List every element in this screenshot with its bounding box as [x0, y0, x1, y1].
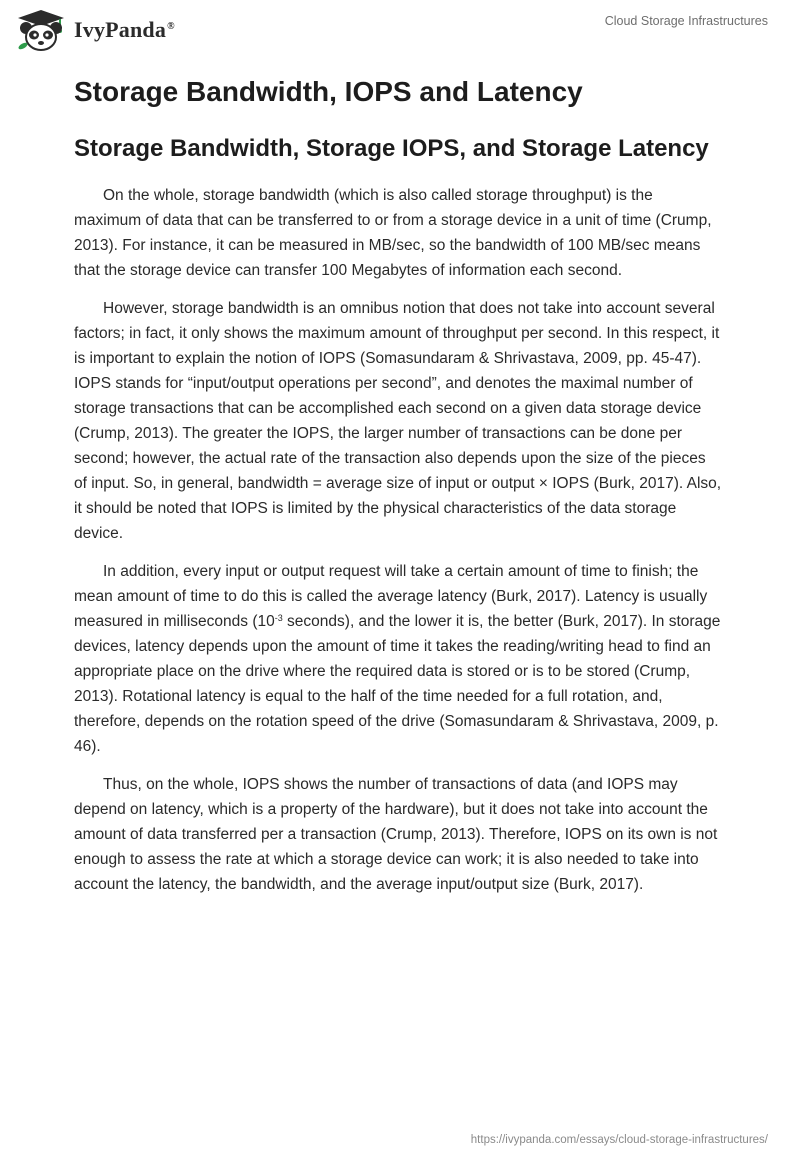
document-title: Cloud Storage Infrastructures [604, 14, 768, 28]
logo-text: IvyPanda® [74, 17, 175, 42]
paragraph-conclusion: Thus, on the whole, IOPS shows the number of transactions of data (and IOPS may depend on latency, which is a property of the hardware), but it does not take into account the amount of data transferred per a transaction (Crump, 2013). Therefore, IOPS on its own is not enough to assess the rate at which a storage device can work; it is also needed to take into account the latency, the bandwidth, and the average input/output size (Burk, 2017). [74, 776, 718, 893]
paragraph-bandwidth: On the whole, storage bandwidth (which is also called storage throughput) is the maximum of data that can be transferred to or from a storage device in a unit of time (Crump, 2013). For instance, it can be measured in MB/sec, so the bandwidth of 100 MB/sec means that the storage device can transfer 100 Megabytes of information each second. [74, 187, 712, 279]
paragraph-iops: However, storage bandwidth is an omnibus notion that does not take into account several factors; in fact, it only shows the maximum amount of throughput per second. In this respect, it is important to explain the notion of IOPS (Somasundaram & Shrivastava, 2009, pp. 45-47). IOPS stands for “input/output operations per second”, and denotes the maximal number of storage transactions that can be accomplished each second on a given data storage device (Crump, 2013). The greater the IOPS, the larger number of transactions can be done per second; however, the actual rate of the transaction also depends upon the size of the pieces of input. So, in general, bandwidth = average size of input or output × IOPS (Burk, 2017). Also, it should be noted that IOPS is limited by the physical characteristics of the data storage device. [74, 300, 722, 542]
paragraph-latency: In addition, every input or output request will take a certain amount of time to finish; the mean amount of time to do this is called the average latency (Burk, 2017). Latency is usually measured in milliseconds ($10^{-3}$ seconds), and the lower it is, the better (Burk, 2017). In storage devices, latency depends upon the amount of time it takes the reading/writing head to find an appropriate place on the drive where the required data is stored or is to be stored (Crump, 2013). Rotational latency is equal to the half of the time needed for a full rotation, and, therefore, depends on the rotation speed of the drive (Somasundaram & Shrivastava, 2009, p. 46). [74, 563, 721, 755]
ivypanda-logo[interactable] [14, 8, 175, 52]
panda-graduate-icon [14, 8, 68, 52]
page-title: Storage Bandwidth, IOPS and Latency [74, 76, 583, 107]
section-heading: Storage Bandwidth, Storage IOPS, and Storage Latency [74, 135, 709, 162]
exponent: -3 [274, 613, 283, 623]
source-url[interactable]: https://ivypanda.com/essays/cloud-storage-infrastructures/ [470, 1134, 768, 1146]
essay-content [74, 74, 722, 897]
page-header [0, 0, 800, 62]
